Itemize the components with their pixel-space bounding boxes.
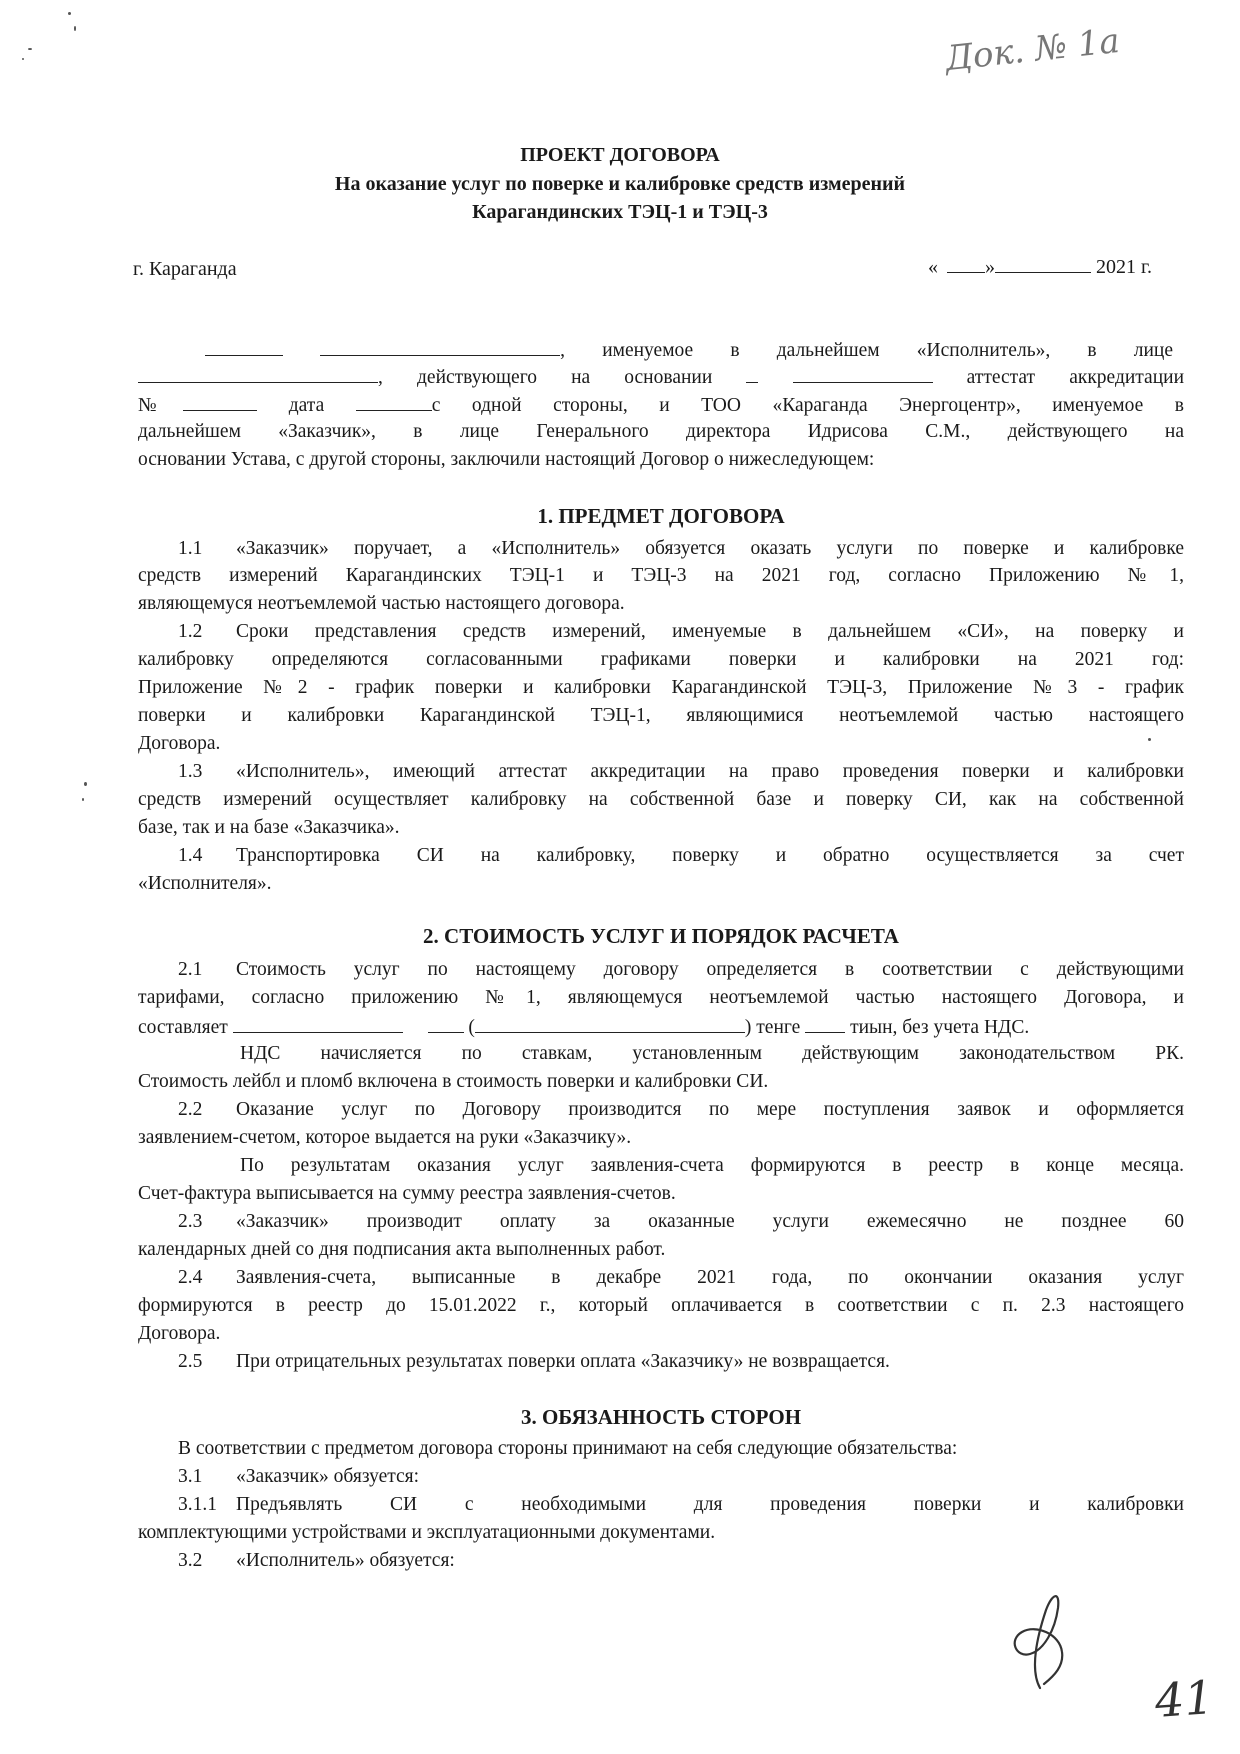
clause-3-1-1-line-1: 3.1.1 Предъявлять СИ с необходимыми для проведения поверки и калибровки: [178, 1494, 1184, 1515]
date-close-quote: »: [985, 256, 995, 278]
handwritten-page-number: 41: [1153, 1670, 1216, 1728]
clause-1-3-line-2: средств измерений осуществляет калибровку на собственной базе и поверку СИ, как на собственной: [138, 789, 1184, 810]
handwritten-document-number: Док. № 1а: [943, 20, 1122, 80]
basis-blank-2: [793, 362, 933, 383]
scan-speck: [22, 58, 24, 60]
clause-1-2-line-4: поверки и калибровки Карагандинской ТЭЦ-1, являющимися неотъемлемой частью настоящего: [138, 705, 1184, 726]
clause-3-2: 3.2 «Исполнитель» обязуется:: [178, 1550, 455, 1571]
scan-speck: [82, 798, 84, 801]
clause-3-1-1-line-2: комплектующими устройствами и эксплуатационными документами.: [138, 1522, 716, 1543]
clause-1-2-line-5: Договора.: [138, 733, 221, 754]
clause-2-1-line-1: 2.1 Стоимость услуг по настоящему договору определяется в соответствии с действующими: [178, 959, 1184, 980]
vat-line-1: НДС начисляется по ставкам, установленным действующим законодательством РК.: [240, 1043, 1184, 1064]
clause-1-3-line-1: 1.3 «Исполнитель», имеющий аттестат аккредитации на право проведения поверки и калибровки: [178, 761, 1184, 782]
certificate-number-blank: [183, 390, 257, 411]
clause-2-1-line-2: тарифами, согласно приложению №1, являющемуся неотъемлемой частью настоящего Договора, и: [138, 987, 1184, 1008]
clause-1-1-line-3: являющемуся неотъемлемой частью настоящего договора.: [138, 593, 625, 614]
clause-1-2-line-2: калибровку определяются согласованными графиками поверки и калибровки на 2021 год:: [138, 649, 1184, 670]
scan-speck: [84, 782, 87, 786]
vat-line-2: Стоимость лейбл и пломб включена в стоимость поверки и калибровки СИ.: [138, 1071, 769, 1092]
basis-blank-1: [746, 362, 758, 383]
section-3-heading: 3. ОБЯЗАННОСТЬ СТОРОН: [520, 1405, 802, 1429]
clause-2-4-line-2: формируются в реестр до 15.01.2022 г., который оплачивается в соответствии с п. 2.3 настоящего: [138, 1295, 1184, 1316]
date-open-quote: «: [928, 256, 938, 278]
clause-3-1: 3.1 «Заказчик» обязуется:: [178, 1466, 420, 1487]
clause-2-4-line-3: Договора.: [138, 1323, 221, 1344]
results-line-1: По результатам оказания услуг заявления-счета формируются в реестр в конце месяца.: [240, 1155, 1184, 1176]
preamble-line-1: , именуемое в дальнейшем «Исполнитель», в лице: [205, 335, 1173, 364]
day-blank: [947, 252, 985, 273]
handwritten-signature: [1000, 1580, 1090, 1700]
clause-2-5: 2.5 При отрицательных результатах поверки оплата «Заказчику» не возвращается.: [178, 1351, 890, 1372]
clause-2-4-line-1: 2.4 Заявления-счета, выписанные в декабре 2021 года, по окончании оказания услуг: [178, 1267, 1184, 1288]
scan-speck: [68, 12, 71, 15]
document-subtitle-2: Карагандинских ТЭЦ-1 и ТЭЦ-3: [472, 201, 768, 223]
document-title: ПРОЕКТ ДОГОВОРА: [520, 144, 720, 166]
preamble-line-3: № дата с одной стороны, и ТОО «Караганда Энергоцентр», именуемое в: [138, 390, 1184, 419]
certificate-date-blank: [356, 390, 432, 411]
tiyn-blank: [805, 1012, 845, 1033]
clause-1-4-line-2: «Исполнителя».: [138, 873, 272, 894]
section-3-intro: В соответствии с предметом договора стороны принимают на себя следующие обязательства:: [178, 1438, 958, 1459]
clause-1-1-line-2: средств измерений Карагандинских ТЭЦ-1 и ТЭЦ-3 на 2021 год, согласно Приложению №1,: [138, 565, 1184, 586]
month-blank: [995, 252, 1091, 273]
preamble-line-2: , действующего на основании аттестат аккредитации: [138, 362, 1184, 391]
section-1-heading: 1. ПРЕДМЕТ ДОГОВОРА: [537, 504, 785, 528]
clause-2-3-line-2: календарных дней со дня подписания акта выполненных работ.: [138, 1239, 666, 1260]
clause-2-2-line-2: заявлением-счетом, которое выдается на руки «Заказчику».: [138, 1127, 632, 1148]
amount-words-blank: [475, 1012, 745, 1033]
executor-name-blank-1: [205, 335, 283, 356]
amount-digits-blank: [233, 1012, 403, 1033]
clause-2-3-line-1: 2.3 «Заказчик» производит оплату за оказанные услуги ежемесячно не позднее 60: [178, 1211, 1184, 1232]
executor-name-blank-2: [320, 335, 560, 356]
results-line-2: Счет-фактура выписывается на сумму реестра заявления-счетов.: [138, 1183, 676, 1204]
preamble-line-4: дальнейшем «Заказчик», в лице Генерального директора Идрисова С.М., действующего на: [138, 421, 1184, 442]
date-year: 2021 г.: [1096, 256, 1152, 278]
contract-date: [928, 252, 1152, 279]
clause-1-3-line-3: базе, так и на базе «Заказчика».: [138, 817, 400, 838]
scan-speck: [28, 48, 32, 50]
representative-blank: [138, 362, 378, 383]
preamble-line-5: основании Устава, с другой стороны, заключили настоящий Договор о нижеследующем:: [138, 449, 875, 470]
clause-1-1-line-1: 1.1 «Заказчик» поручает, а «Исполнитель» обязуется оказать услуги по поверке и калибровке: [178, 538, 1184, 559]
section-2-heading: 2. СТОИМОСТЬ УСЛУГ И ПОРЯДОК РАСЧЕТА: [423, 924, 899, 948]
clause-1-4-line-1: 1.4 Транспортировка СИ на калибровку, поверку и обратно осуществляется за счет: [178, 845, 1184, 866]
clause-2-1-line-3: составляет ( ) тенге тиын, без учета НДС.: [138, 1012, 1184, 1041]
clause-1-2-line-3: Приложение №2 - график поверки и калибровки Карагандинской ТЭЦ-3, Приложение №3 - график: [138, 677, 1184, 698]
place-of-signing: г. Караганда: [133, 258, 237, 280]
clause-2-2-line-1: 2.2 Оказание услуг по Договору производится по мере поступления заявок и оформляется: [178, 1099, 1184, 1120]
document-subtitle: На оказание услуг по поверке и калибровке средств измерений: [334, 173, 906, 195]
amount-digits-blank-2: [428, 1012, 464, 1033]
clause-1-2-line-1: 1.2 Сроки представления средств измерений, именуемые в дальнейшем «СИ», на поверку и: [178, 621, 1184, 642]
scan-speck: [74, 26, 76, 31]
